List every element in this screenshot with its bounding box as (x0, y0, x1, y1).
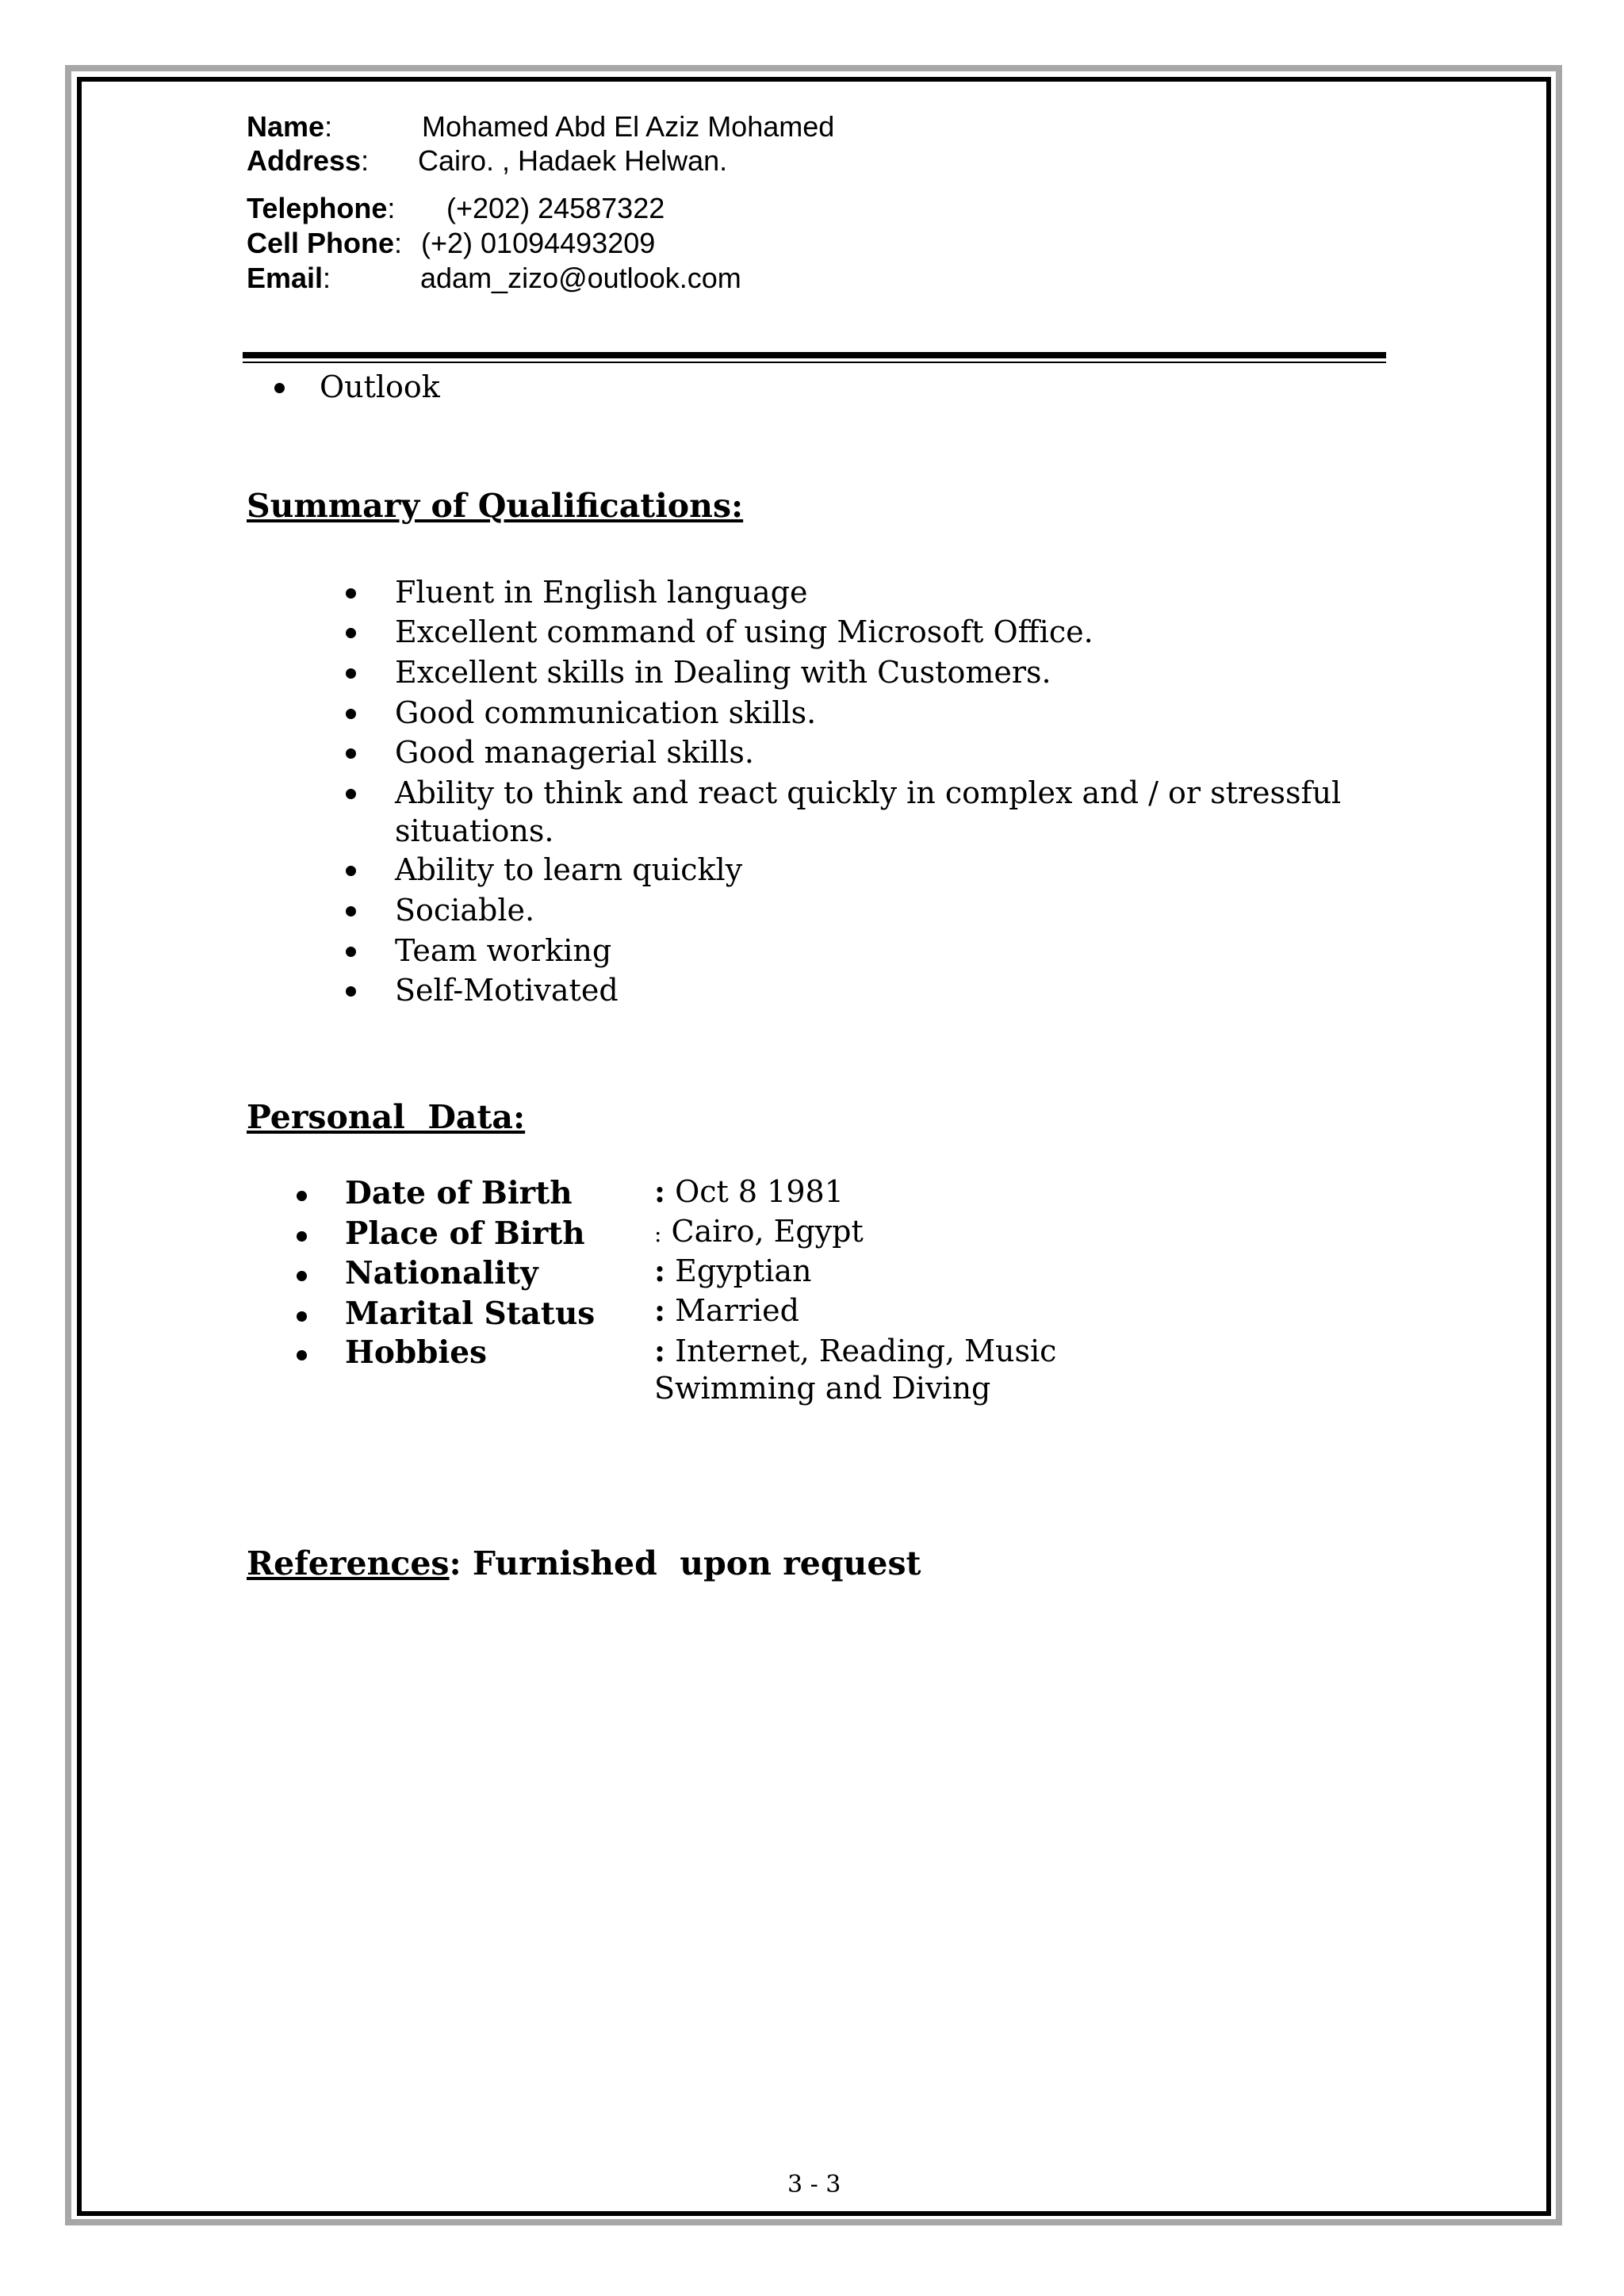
qualification-item: Fluent in English language (395, 575, 808, 610)
pd-value-row (654, 1214, 864, 1249)
pd-colon: : (654, 1253, 666, 1288)
bullet-icon (346, 628, 356, 638)
qualifications-heading: Summary of Qualifications: (247, 487, 744, 525)
address-label: Address (247, 144, 362, 177)
qualification-item: Ability to think and react quickly in complex and / or stressful (395, 775, 1342, 810)
name-sep: : (324, 110, 333, 143)
bullet-icon (297, 1350, 307, 1360)
pd-colon: : (654, 1333, 666, 1368)
bullet-icon (346, 906, 356, 916)
references-text: : Furnished upon request (449, 1544, 921, 1582)
qualification-item: Team working (395, 933, 612, 968)
email-row (247, 261, 741, 296)
address-row (247, 144, 728, 178)
bullet-icon (346, 709, 356, 719)
qualification-item: Excellent skills in Dealing with Customers. (395, 655, 1051, 690)
name-label: Name (247, 110, 325, 143)
pd-value-row (654, 1292, 799, 1328)
pd-value: Cairo, Egypt (671, 1214, 864, 1249)
qualification-item: Excellent command of using Microsoft Office. (395, 614, 1094, 649)
pd-label: Marital Status (345, 1295, 596, 1332)
pd-label: Nationality (345, 1255, 538, 1292)
top-list-item: Outlook (320, 369, 440, 404)
personal-heading: Personal Data: (247, 1098, 526, 1136)
bullet-icon (274, 383, 285, 393)
telephone-label: Telephone (247, 192, 388, 224)
qualification-item-continued: situations. (395, 813, 554, 848)
bullet-icon (346, 947, 356, 957)
qualification-item: Sociable. (395, 893, 535, 928)
address-value: Cairo. , Hadaek Helwan. (418, 144, 728, 177)
pd-label: Date of Birth (345, 1175, 573, 1211)
qualification-item: Good managerial skills. (395, 735, 754, 770)
page-number: 3 - 3 (787, 2171, 841, 2198)
pd-label: Place of Birth (345, 1215, 585, 1252)
bullet-icon (297, 1231, 307, 1242)
telephone-row (247, 191, 665, 226)
telephone-value: (+202) 24587322 (446, 192, 665, 224)
bullet-icon (297, 1311, 307, 1322)
telephone-sep: : (387, 192, 396, 224)
cell-row (247, 226, 656, 261)
pd-colon: : (654, 1221, 662, 1247)
bullet-icon (346, 789, 356, 799)
references-label: References (247, 1544, 450, 1582)
header-rule-thick (243, 352, 1386, 358)
qualification-item: Ability to learn quickly (395, 852, 743, 887)
bullet-icon (297, 1271, 307, 1281)
page-border-inner (77, 77, 1551, 2216)
pd-value: Internet, Reading, Music (675, 1334, 1057, 1368)
pd-colon: : (654, 1173, 666, 1209)
pd-value: Oct 8 1981 (675, 1174, 844, 1209)
cell-sep: : (394, 227, 403, 259)
address-sep: : (361, 144, 370, 177)
bullet-icon (297, 1191, 307, 1201)
name-row (247, 109, 835, 144)
bullet-icon (346, 986, 356, 997)
email-sep: : (323, 262, 331, 294)
pd-value-row (654, 1173, 844, 1209)
pd-value: Married (675, 1293, 799, 1328)
pd-label: Hobbies (345, 1334, 487, 1371)
bullet-icon (346, 588, 356, 599)
pd-colon: : (654, 1292, 666, 1328)
pd-value-continued: Swimming and Diving (654, 1371, 991, 1406)
bullet-icon (346, 668, 356, 679)
header-rule-thin (243, 362, 1386, 363)
cell-label: Cell Phone (247, 227, 395, 259)
bullet-icon (346, 866, 356, 876)
email-value: adam_zizo@outlook.com (420, 262, 741, 294)
qualification-item: Self-Motivated (395, 973, 619, 1008)
bullet-icon (346, 748, 356, 759)
name-value: Mohamed Abd El Aziz Mohamed (422, 110, 835, 143)
cell-value: (+2) 01094493209 (421, 227, 656, 259)
pd-value-row (654, 1253, 812, 1288)
references-line (247, 1544, 921, 1582)
email-label: Email (247, 262, 324, 294)
pd-value: Egyptian (675, 1253, 812, 1288)
qualification-item: Good communication skills. (395, 695, 817, 730)
pd-value-row (654, 1333, 1056, 1368)
